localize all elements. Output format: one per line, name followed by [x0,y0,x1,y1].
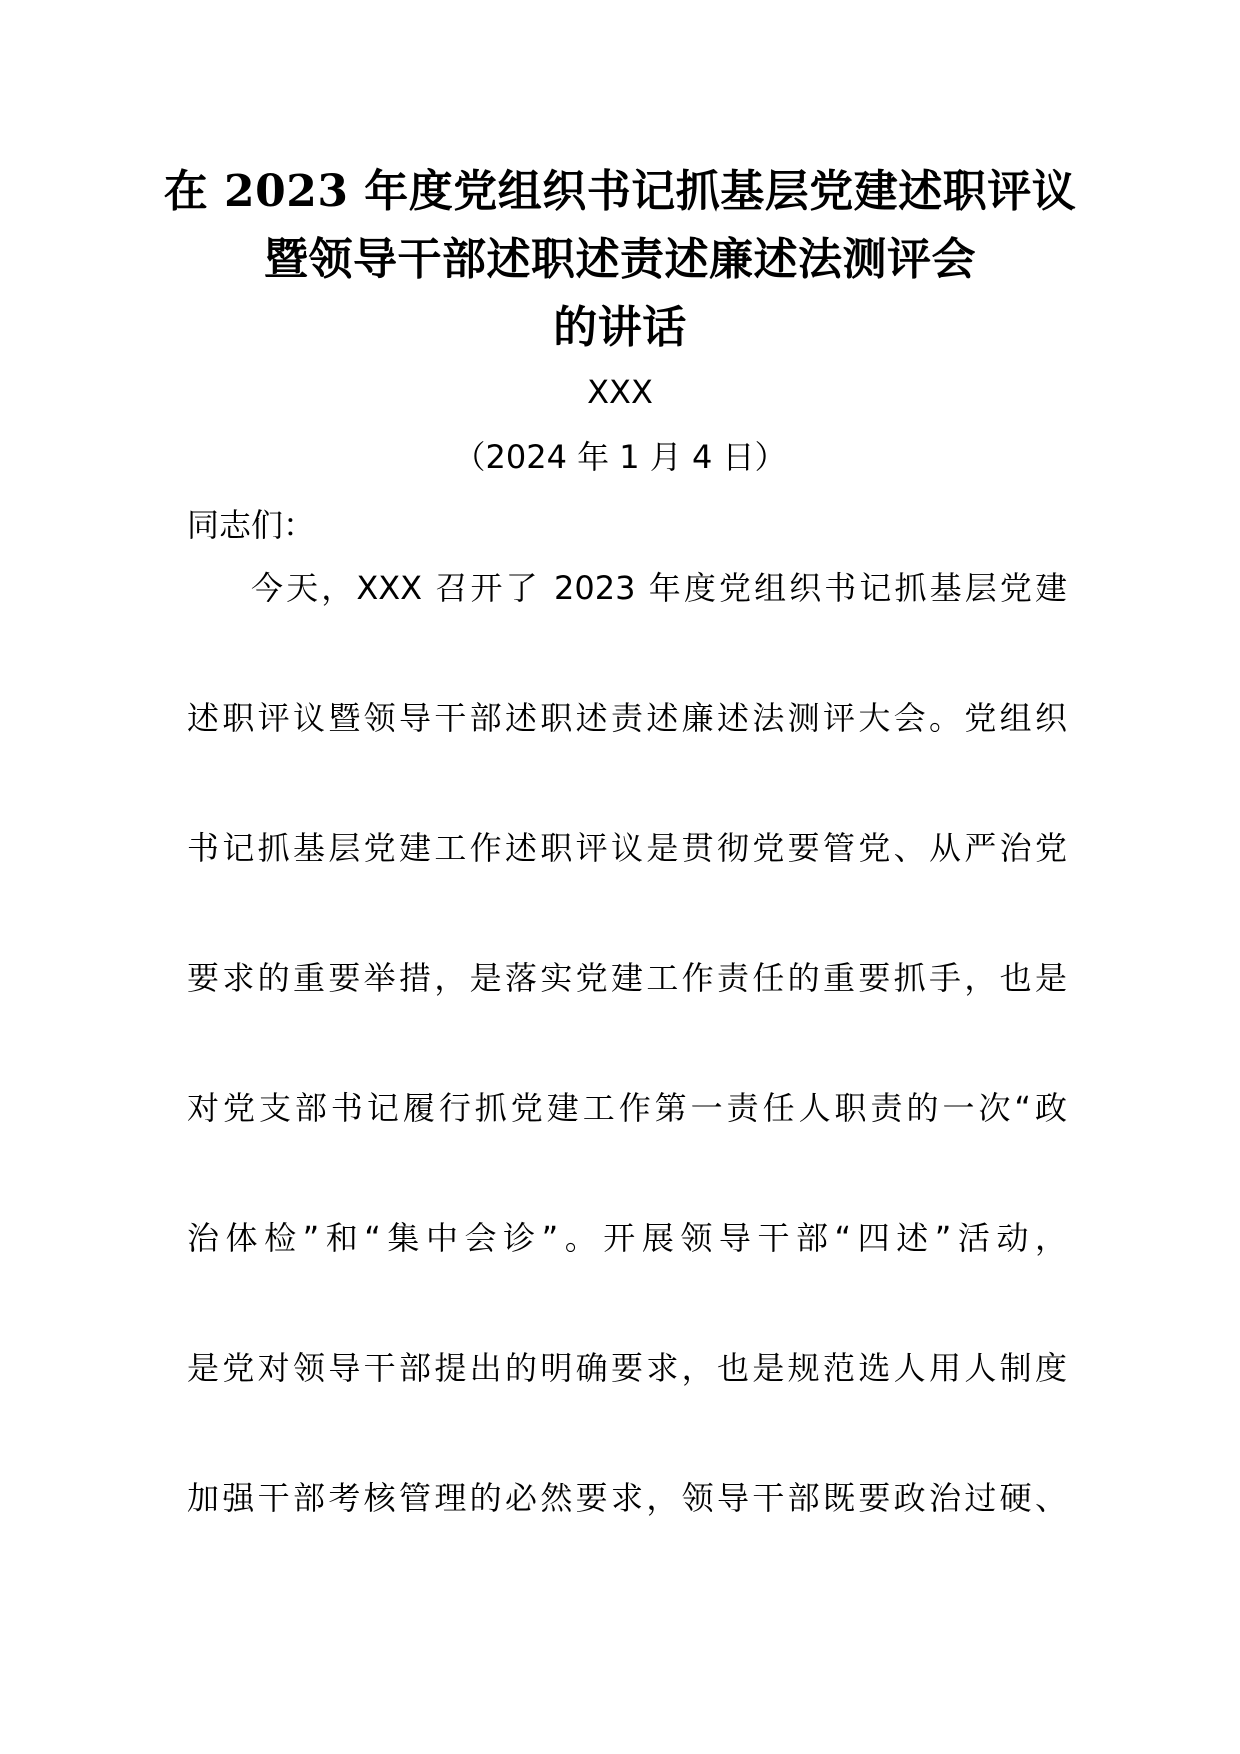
paragraph-line: 治体检”和“集中会诊”。开展领导干部“四述”活动， [187,1219,1067,1257]
document-title [0,158,1240,362]
paragraph-line: 要求的重要举措，是落实党建工作责任的重要抓手，也是 [187,959,1067,997]
paragraph-line: 今天，XXX 召开了 2023 年度党组织书记抓基层党建 [251,569,1067,607]
paragraph-line: 述职评议暨领导干部述职述责述廉述法测评大会。党组织 [187,699,1067,737]
title-line-1: 在 2023 年度党组织书记抓基层党建述职评议 [163,166,1077,217]
paragraph-line: 加强干部考核管理的必然要求，领导干部既要政治过硬、 [187,1479,1067,1517]
title-line-2: 暨领导干部述职述责述廉述法测评会 [264,234,976,285]
paragraph-line: 书记抓基层党建工作述职评议是贯彻党要管党、从严治党 [187,829,1067,867]
title-line-3: 的讲话 [553,302,687,353]
salutation: 同志们： [187,506,316,544]
paragraph-line: 是党对领导干部提出的明确要求，也是规范选人用人制度 [187,1349,1067,1387]
author-name: XXX [587,373,653,411]
speech-date: （2024 年 1 月 4 日） [453,438,787,476]
paragraph-line: 对党支部书记履行抓党建工作第一责任人职责的一次“政 [187,1089,1067,1127]
